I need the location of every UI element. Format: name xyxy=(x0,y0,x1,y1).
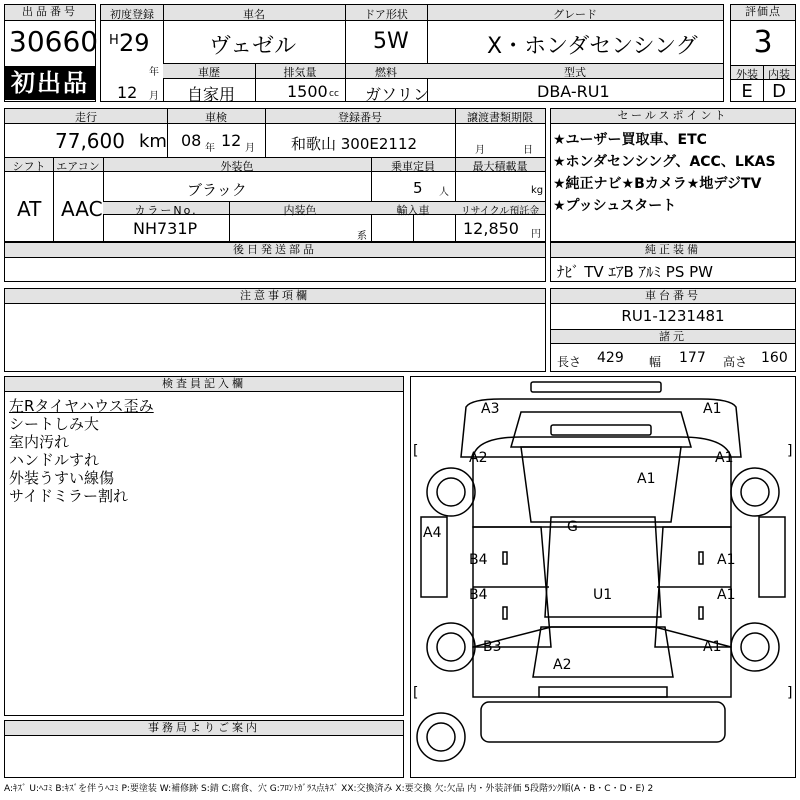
max-load-label: 最大積載量 xyxy=(472,160,528,173)
svg-text:]: ] xyxy=(787,443,793,459)
color-no-label: カラーNo. xyxy=(134,204,198,217)
mileage-value: 77,600 xyxy=(55,129,125,153)
mileage-label: 走行 xyxy=(75,111,97,124)
mark-b4-left-front-door: B4 xyxy=(469,552,488,568)
svg-text:]: ] xyxy=(787,685,793,701)
era: H xyxy=(109,33,119,48)
car-name: ヴェゼル xyxy=(209,34,297,59)
year-unit: 年 xyxy=(149,67,159,78)
sales-points-label: セールスポイント xyxy=(551,109,795,124)
equipment-label: 純正装備 xyxy=(551,243,795,258)
lot-number: 30660 xyxy=(9,25,99,58)
inspector-note-2: シートしみ大 xyxy=(9,415,100,433)
color-no-value: NH731P xyxy=(133,219,198,238)
first-reg-label: 初度登録 xyxy=(110,8,154,21)
recycle-value: 12,850 xyxy=(463,219,519,238)
sales-points-panel xyxy=(550,108,796,242)
capacity-unit: 人 xyxy=(439,187,449,198)
legend-footer: A:ｷｽﾞ U:ﾍｺﾐ B:ｷｽﾞを伴うﾍｺﾐ P:要塗装 W:補修跡 S:錆 C:腐食、穴 G:ﾌﾛﾝﾄｶﾞﾗｽ点ｷｽﾞ XX:交換済み X:要交換 欠:欠品 内・外装評価 5段階ﾗﾝｸ順(A・B・C・D・E) 2 xyxy=(4,784,654,794)
inspector-panel xyxy=(4,376,404,716)
mark-a2-left-fender: A2 xyxy=(469,450,488,466)
inspection-month: 12 xyxy=(221,131,242,150)
transfer-day: 日 xyxy=(523,145,533,156)
capacity-value: 5 xyxy=(413,179,423,197)
mark-a4-left-mirror: A4 xyxy=(423,525,442,541)
chassis-label: 車台番号 xyxy=(551,289,795,304)
score-panel xyxy=(730,4,796,102)
history-label: 車歴 xyxy=(198,66,220,79)
later-parts-panel xyxy=(4,242,546,282)
capacity-label: 乗車定員 xyxy=(391,160,435,173)
sales-point-4: ★プッシュスタート xyxy=(553,198,677,214)
dims-label: 諸元 xyxy=(551,330,795,344)
interior-label: 内装 xyxy=(768,68,790,81)
notes-panel xyxy=(4,288,546,372)
inspection-label: 車検 xyxy=(205,111,227,124)
ac-label: エアコン xyxy=(56,160,100,173)
equipment-panel xyxy=(550,242,796,282)
mark-a1-front-right: A1 xyxy=(703,401,722,417)
year: 29 xyxy=(119,29,150,57)
int-color-unit: 系 xyxy=(357,231,367,242)
import-label: 輸入車 xyxy=(396,204,430,217)
first-listing-badge: 初出品 xyxy=(5,66,95,100)
car-diagram xyxy=(410,376,796,778)
mark-u1-roof: U1 xyxy=(593,587,613,603)
displacement-label: 排気量 xyxy=(283,66,317,79)
length-value: 429 xyxy=(597,350,624,366)
exterior-label: 外装 xyxy=(736,68,758,81)
interior-grade: D xyxy=(772,81,786,102)
model-value: DBA-RU1 xyxy=(537,82,610,101)
sales-point-1: ★ユーザー買取車、ETC xyxy=(553,132,707,148)
sales-point-3: ★純正ナビ★Bカメラ★地デジTV xyxy=(553,176,762,192)
mark-b4-left-rear-door: B4 xyxy=(469,587,488,603)
mark-a1-right-quarter: A1 xyxy=(703,639,722,655)
fuel-label: 燃料 xyxy=(375,66,397,79)
inspection-month-unit: 月 xyxy=(245,143,255,154)
mark-a1-right-front-door: A1 xyxy=(717,552,736,568)
inspector-note-3: 室内汚れ xyxy=(9,433,70,451)
grade-label: グレード xyxy=(553,8,597,21)
mileage-unit: km xyxy=(139,131,167,152)
length-label: 長さ xyxy=(557,355,582,369)
car-outline xyxy=(411,377,795,777)
car-name-label: 車名 xyxy=(243,8,265,21)
equipment-value: ﾅﾋﾞ TV ｴｱB ｱﾙﾐ PS PW xyxy=(557,263,713,281)
history-value: 自家用 xyxy=(187,85,236,104)
displacement-value: 1500 xyxy=(287,82,328,101)
fuel-value: ガソリン xyxy=(365,85,430,104)
inspector-note-6: サイドミラー割れ xyxy=(9,487,128,505)
mark-a2-rear: A2 xyxy=(553,657,572,673)
mark-a3-front: A3 xyxy=(481,401,500,417)
shift-value: AT xyxy=(17,197,42,221)
reg-no-label: 登録番号 xyxy=(338,111,382,124)
details-panel xyxy=(4,108,546,242)
chassis-value: RU1-1231481 xyxy=(621,307,725,325)
lot-label: 出品番号 xyxy=(5,5,95,21)
svg-text:[: [ xyxy=(413,685,419,701)
mark-a1-hood: A1 xyxy=(637,471,656,487)
later-parts-label: 後日発送部品 xyxy=(5,243,545,258)
ext-color-label: 外装色 xyxy=(220,160,254,173)
shift-label: シフト xyxy=(12,160,46,173)
door-label: ドア形状 xyxy=(364,8,408,21)
ac-value: AAC xyxy=(61,197,103,221)
inspector-label: 検査員記入欄 xyxy=(5,377,403,392)
mark-b3-left-quarter: B3 xyxy=(483,639,502,655)
sales-point-2: ★ホンダセンシング、ACC、LKAS xyxy=(553,154,776,170)
inspector-note-4: ハンドルすれ xyxy=(9,451,100,469)
inspector-note-5: 外装うすい線傷 xyxy=(9,469,115,487)
int-color-label: 内装色 xyxy=(283,204,317,217)
main-header-panel xyxy=(100,4,724,102)
recycle-unit: 円 xyxy=(531,229,541,240)
inspection-year-unit: 年 xyxy=(205,143,215,154)
model-label: 型式 xyxy=(564,66,586,79)
mark-g-windshield: G xyxy=(567,519,578,535)
office-label: 事務局よりご案内 xyxy=(5,721,403,736)
transfer-label: 譲渡書類期限 xyxy=(467,111,533,124)
score-label: 評価点 xyxy=(731,5,795,21)
displacement-unit: cc xyxy=(329,89,339,99)
reg-no-value: 和歌山 300E2112 xyxy=(291,135,418,153)
mark-a1-right-fender: A1 xyxy=(715,450,734,466)
door-value: 5W xyxy=(373,29,409,54)
transfer-month: 月 xyxy=(475,145,485,156)
exterior-grade: E xyxy=(741,81,753,102)
office-panel xyxy=(4,720,404,778)
mark-a1-right-rear-door: A1 xyxy=(717,587,736,603)
recycle-label: リサイクル預託金 xyxy=(460,206,540,217)
width-value: 177 xyxy=(679,350,706,366)
inspector-note-1: 左Rタイヤハウス歪み xyxy=(9,397,154,415)
month-unit: 月 xyxy=(149,91,159,102)
first-reg-month: 12 xyxy=(117,83,138,102)
max-load-unit: kg xyxy=(531,185,544,196)
inspection-year: 08 xyxy=(181,131,202,150)
ext-color-value: ブラック xyxy=(187,181,247,199)
chassis-panel xyxy=(550,288,796,372)
notes-label: 注意事項欄 xyxy=(5,289,545,304)
grade-value: X・ホンダセンシング xyxy=(487,34,698,59)
height-value: 160 xyxy=(761,350,788,366)
width-label: 幅 xyxy=(649,355,662,369)
height-label: 高さ xyxy=(723,355,748,369)
svg-text:[: [ xyxy=(413,443,419,459)
score-value: 3 xyxy=(753,25,773,60)
